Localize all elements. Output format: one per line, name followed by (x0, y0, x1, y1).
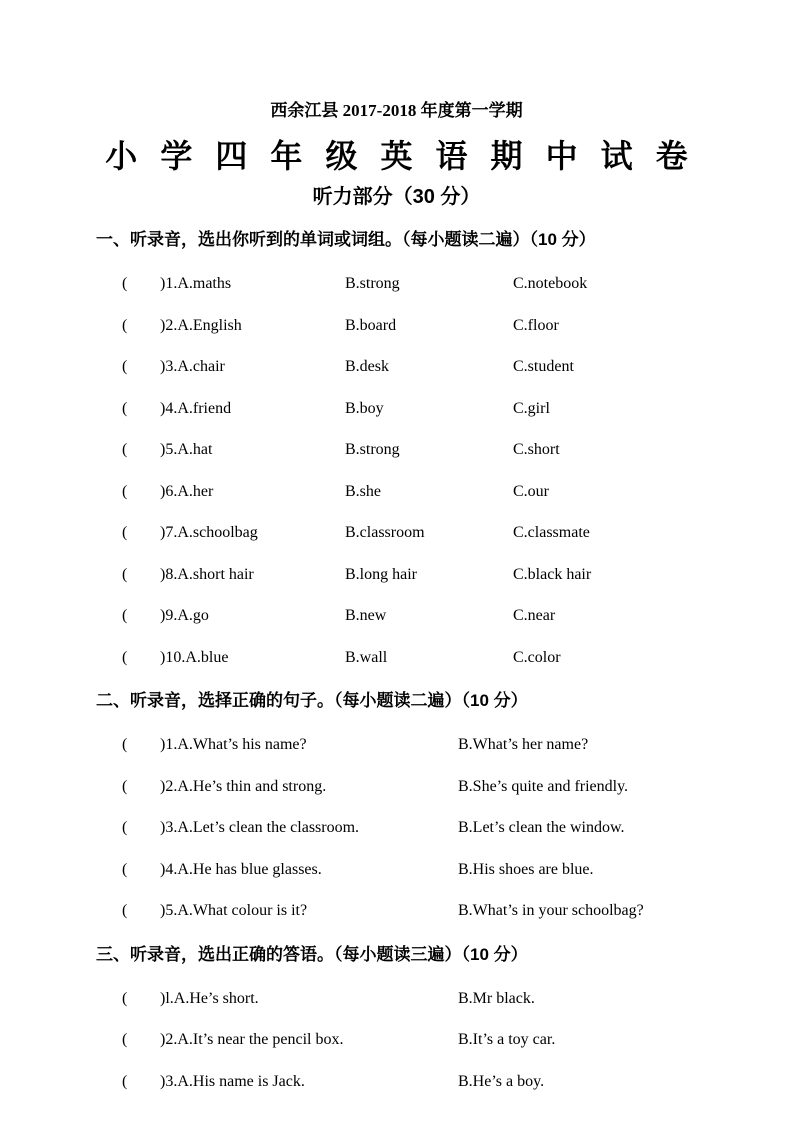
option-a-text: A.short hair (177, 565, 254, 583)
option-c: C.notebook (513, 275, 588, 292)
question-row (96, 523, 753, 543)
question-label: )2. (160, 316, 178, 334)
option-a-text: A.He’s thin and strong. (177, 777, 327, 795)
option-c: C.color (513, 648, 561, 666)
option-a-text: A.Let’s clean the classroom. (177, 819, 360, 836)
question-label: )5. (160, 441, 178, 458)
question-label: )l. (160, 989, 174, 1007)
answer-bracket: ( (122, 524, 128, 541)
question-label: )4. (160, 860, 178, 878)
option-a (160, 860, 458, 880)
option-a-text: A.His name is Jack. (177, 1072, 305, 1090)
question-label: )8. (160, 565, 178, 583)
question-row (96, 648, 753, 668)
answer-bracket: ( (122, 648, 128, 666)
question-row (96, 1072, 753, 1092)
question-label: )2. (160, 1031, 178, 1048)
question-row (96, 860, 753, 880)
section-listening-responses (96, 943, 753, 1092)
answer-bracket: ( (122, 441, 128, 458)
option-a-text: A.schoolbag (177, 524, 258, 541)
option-b: B.board (345, 316, 397, 334)
option-b: B.she (345, 482, 381, 500)
section-heading: 三、听录音，选出正确的答语。（每小题读三遍）（10 分） (96, 944, 528, 964)
question-row (96, 818, 753, 838)
option-b: B.desk (345, 358, 389, 375)
question-label: )1. (160, 736, 178, 753)
option-a-text: A.friend (177, 399, 232, 417)
answer-bracket: ( (122, 607, 128, 624)
answer-bracket: ( (122, 736, 128, 753)
option-a (160, 1072, 458, 1092)
option-a (160, 523, 345, 543)
option-a (160, 989, 458, 1009)
question-row (96, 357, 753, 377)
question-row (96, 565, 753, 585)
option-a (160, 648, 345, 668)
option-b: B.He’s a boy. (458, 1072, 545, 1090)
option-a (160, 901, 458, 921)
option-c: C.short (513, 441, 560, 458)
question-row (96, 399, 753, 419)
question-label: )7. (160, 524, 178, 541)
option-a (160, 735, 458, 755)
question-row (96, 440, 753, 460)
answer-bracket: ( (122, 902, 128, 919)
option-c: C.floor (513, 316, 559, 334)
question-label: )3. (160, 358, 178, 375)
option-a (160, 777, 458, 797)
section-listening-words (96, 228, 753, 668)
option-c: C.classmate (513, 524, 590, 541)
option-b: B.Let’s clean the window. (458, 819, 625, 836)
option-a (160, 1030, 458, 1050)
question-row (96, 989, 753, 1009)
question-row (96, 901, 753, 921)
option-b: B.long hair (345, 565, 417, 583)
option-a-text: A.What’s his name? (177, 736, 307, 753)
option-c: C.student (513, 358, 574, 375)
answer-bracket: ( (122, 777, 128, 795)
option-a (160, 316, 345, 336)
option-a (160, 565, 345, 585)
option-a-text: A.He’s short. (173, 989, 259, 1007)
option-a-text: A.hat (177, 441, 213, 458)
option-c: C.our (513, 482, 549, 500)
answer-bracket: ( (122, 989, 128, 1007)
section-listening-sentences (96, 689, 753, 921)
option-c: C.near (513, 607, 556, 624)
option-b: B.new (345, 607, 387, 624)
option-a-text: A.chair (177, 358, 225, 375)
option-a (160, 818, 458, 838)
section-heading: 二、听录音，选择正确的句子。（每小题读二遍）（10 分） (96, 691, 528, 710)
option-a-text: A.It’s near the pencil box. (177, 1031, 344, 1048)
option-b: B.strong (345, 441, 400, 458)
option-a (160, 357, 345, 377)
option-a (160, 274, 345, 294)
option-a (160, 399, 345, 419)
question-row (96, 274, 753, 294)
document-body (0, 228, 793, 1092)
question-row (96, 735, 753, 755)
question-label: )5. (160, 902, 178, 919)
option-c: C.girl (513, 399, 550, 417)
question-label: )9. (160, 607, 178, 624)
question-row (96, 777, 753, 797)
question-row (96, 316, 753, 336)
option-a-text: A.What colour is it? (177, 902, 308, 919)
answer-bracket: ( (122, 275, 128, 292)
option-a-text: A.maths (177, 275, 232, 292)
option-b: B.His shoes are blue. (458, 860, 594, 878)
answer-bracket: ( (122, 1072, 128, 1090)
answer-bracket: ( (122, 316, 128, 334)
question-row (96, 482, 753, 502)
question-label: )2. (160, 777, 178, 795)
option-a-text: A.He has blue glasses. (177, 860, 322, 878)
option-c: C.black hair (513, 565, 592, 583)
option-a (160, 440, 345, 460)
question-label: )6. (160, 482, 178, 500)
question-label: )4. (160, 399, 178, 417)
option-a (160, 606, 345, 626)
answer-bracket: ( (122, 1031, 128, 1048)
option-b: B.She’s quite and friendly. (458, 777, 629, 795)
question-label: )3. (160, 1072, 178, 1090)
document-header: 西余江县 2017-2018 年度第一学期 (270, 101, 523, 120)
section-heading: 一、听录音，选出你听到的单词或词组。（每小题读二遍）（10 分） (96, 230, 596, 249)
question-label: )10. (160, 648, 186, 666)
option-a-text: A.blue (185, 648, 229, 666)
answer-bracket: ( (122, 399, 128, 417)
answer-bracket: ( (122, 860, 128, 878)
answer-bracket: ( (122, 482, 128, 500)
option-b: B.strong (345, 275, 400, 292)
option-b: B.What’s in your schoolbag? (458, 902, 644, 919)
option-b: B.wall (345, 648, 388, 666)
question-label: )1. (160, 275, 178, 292)
page-title: 小学四年级英语期中试卷 (105, 138, 711, 174)
option-b: B.boy (345, 399, 384, 417)
listening-part-subtitle: 听力部分（30 分） (312, 186, 481, 208)
question-row (96, 606, 753, 626)
option-a-text: A.her (177, 482, 214, 500)
answer-bracket: ( (122, 565, 128, 583)
question-row (96, 1030, 753, 1050)
option-b: B.classroom (345, 524, 425, 541)
question-label: )3. (160, 819, 178, 836)
option-b: B.It’s a toy car. (458, 1031, 556, 1048)
option-a-text: A.go (177, 607, 209, 624)
option-b: B.What’s her name? (458, 736, 589, 753)
answer-bracket: ( (122, 358, 128, 375)
answer-bracket: ( (122, 819, 128, 836)
option-a (160, 482, 345, 502)
option-b: B.Mr black. (458, 989, 535, 1007)
option-a-text: A.English (177, 316, 242, 334)
